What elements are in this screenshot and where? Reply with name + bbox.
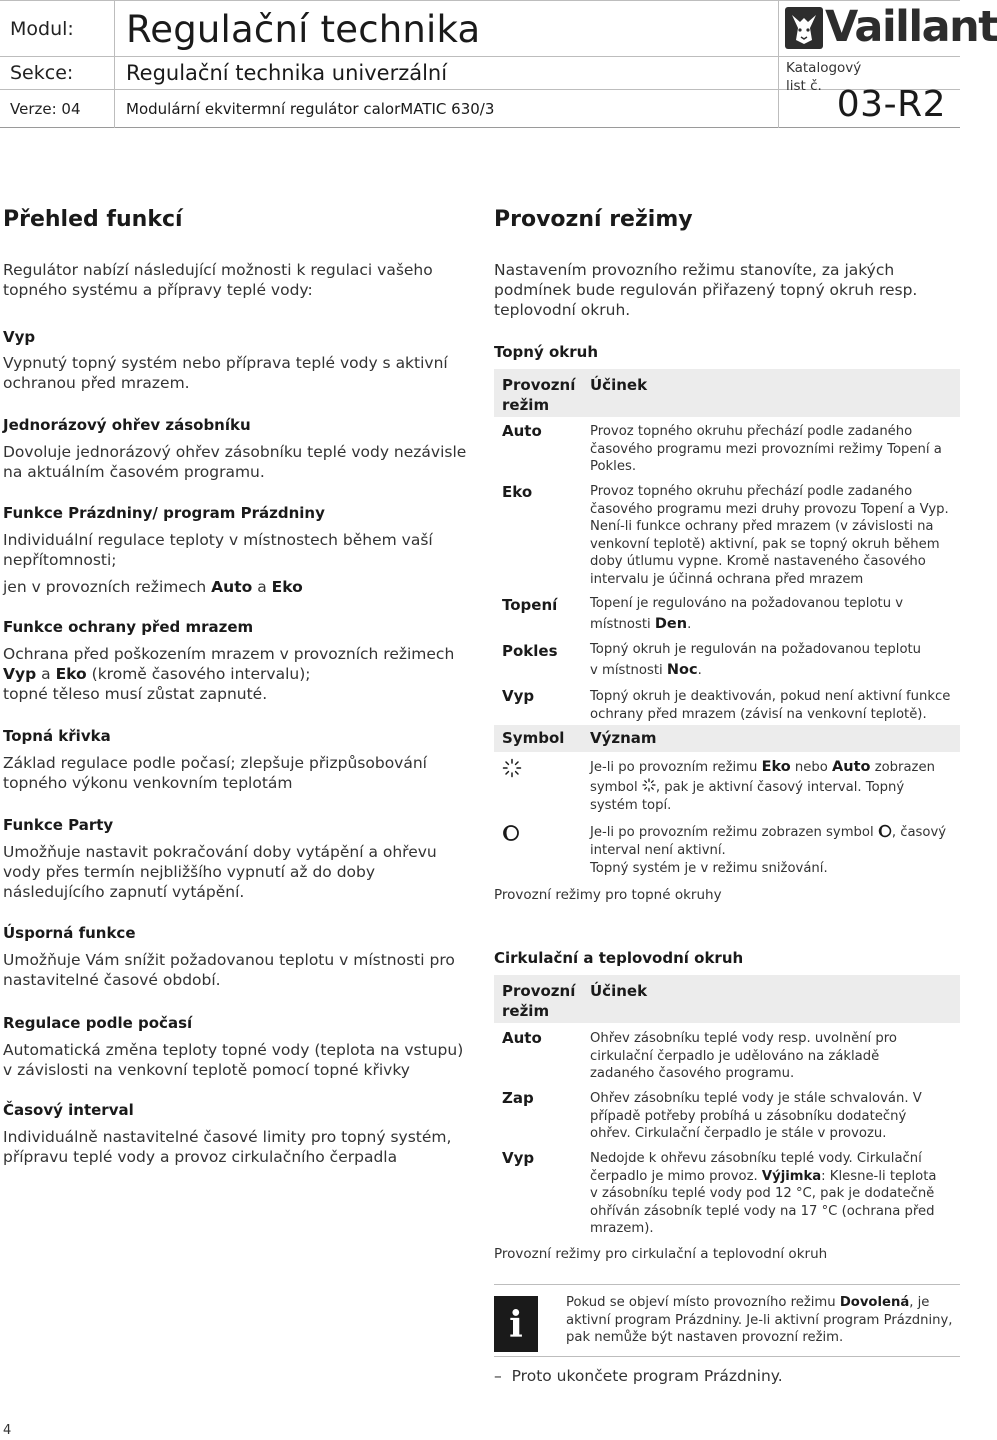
mode-eko-text: Provoz topného okruhu přechází podle zadaného časového programu mezi druhy provozu Topení a Vyp. Není-li funkce ochrany před mrazem (v závislosti na venkovní teplotě) aktivní, pak se topný okruh během doby útlumu vypne. Kromě nastaveného časového intervalu je účinná ochrana před mrazem xyxy=(590,484,949,587)
circulation-table-caption: Provozní režimy pro cirkulační a teplovodní okruh xyxy=(494,1246,828,1262)
section-title-party: Funkce Party xyxy=(3,816,114,834)
catalog-label-2: list č. xyxy=(786,78,822,94)
mode-auto-text: Ohřev zásobníku teplé vody resp. uvolnění pro cirkulační čerpadlo je udělováno na základě zadaného časového programu. xyxy=(590,1031,897,1081)
table-header-mode: Provozní režim xyxy=(502,982,576,1020)
section-text-frost: Ochrana před poškozením mrazem v provozních režimech Vyp a Eko (kromě časového intervalu); topné těleso musí zůstat zapnuté. xyxy=(3,645,455,703)
modes-intro: Nastavením provozního režimu stanovíte, za jakých podmínek bude regulován přiřazený topný okruh resp. teplovodní okruh. xyxy=(494,261,918,319)
section-text-curve: Základ regulace podle počasí; zlepšuje přizpůsobování topného výkonu venkovním teplotám xyxy=(3,754,427,792)
section-title-curve: Topná křivka xyxy=(3,727,111,745)
mode-zap: Zap xyxy=(502,1089,534,1107)
mode-auto-text: Provoz topného okruhu přechází podle zadaného časového programu mezi provozními režimy Topení a Pokles. xyxy=(590,424,942,474)
section-title-saving: Úsporná funkce xyxy=(3,924,136,942)
table-header-effect: Účinek xyxy=(590,376,648,394)
heating-circuit-title: Topný okruh xyxy=(494,343,598,361)
table-header-row xyxy=(494,975,960,1023)
circulation-title: Cirkulační a teplovodní okruh xyxy=(494,949,744,967)
circulation-modes-table xyxy=(494,975,960,1240)
modes-heading: Provozní režimy xyxy=(494,207,693,232)
section-text-vyp: Vypnutý topný systém nebo příprava teplé vody s aktivní ochranou před mrazem. xyxy=(3,354,448,392)
mode-eko: Eko xyxy=(502,483,533,501)
mode-pokles-text: Topný okruh je regulován na požadovanou teplotu v místnosti Noc. xyxy=(590,642,922,678)
table-header-symbol: Symbol xyxy=(502,729,565,747)
verze-label: Verze: 04 xyxy=(10,100,81,118)
symbol-header-row xyxy=(494,725,960,752)
mode-vyp: Vyp xyxy=(502,1149,535,1167)
section-title-weather: Regulace podle počasí xyxy=(3,1014,193,1032)
sun-inline-icon xyxy=(642,778,656,792)
table-header-mode: Provozní režim xyxy=(502,376,576,414)
modul-label: Modul: xyxy=(10,18,74,40)
moon-inline-icon xyxy=(878,824,892,838)
section-text-holiday: Individuální regulace teploty v místnostech během vaší nepřítomnosti; xyxy=(3,531,433,569)
overview-intro: Regulátor nabízí následující možnosti k regulaci vašeho topného systému a přípravy teplé vody: xyxy=(3,261,433,299)
vaillant-logo-text: Vaillant xyxy=(825,2,997,52)
moon-icon xyxy=(502,824,520,846)
section-text-onetime: Dovoluje jednorázový ohřev zásobníku teplé vody nezávisle na aktuálním časovém programu. xyxy=(3,443,467,481)
section-text-interval: Individuálně nastavitelné časové limity pro topný systém, přípravu teplé vody a provoz cirkulačního čerpadla xyxy=(3,1128,452,1166)
vaillant-logo-icon xyxy=(784,6,824,50)
mode-topeni-text: Topení je regulováno na požadovanou teplotu v místnosti Den. xyxy=(590,596,904,632)
table-header-effect: Účinek xyxy=(590,982,648,1000)
heating-modes-table xyxy=(494,369,960,884)
table-header-meaning: Význam xyxy=(590,729,657,747)
overview-heading: Přehled funkcí xyxy=(3,207,183,232)
section-title: Regulační technika univerzální xyxy=(126,61,448,85)
info-icon: i xyxy=(494,1296,538,1352)
mode-vyp-text: Nedojde k ohřevu zásobníku teplé vody. Cirkulační čerpadlo je mimo provoz. Výjimka: Klesne-li teplota v zásobníku teplé vody pod 12 °C, pak je dodatečně ohříván zásobník teplé vody na 17 °C (ochrana před mrazem). xyxy=(590,1151,937,1236)
section-title-frost: Funkce ochrany před mrazem xyxy=(3,618,254,636)
module-title: Regulační technika xyxy=(126,8,481,51)
mode-auto: Auto xyxy=(502,422,542,440)
info-note: Pokud se objeví místo provozního režimu Dovolená, je aktivní program Prázdniny. Je-li aktivní program Prázdniny, pak nemůže být nastaven provozní režim. xyxy=(566,1295,953,1345)
catalog-label: Katalogový xyxy=(786,60,862,76)
section-text-party: Umožňuje nastavit pokračování doby vytápění a ohřevu vody přes termín nejbližšího vypnutí až do doby následujícího zapnutí vytápění. xyxy=(3,843,437,901)
page-number: 4 xyxy=(3,1423,12,1438)
mode-vyp-text: Topný okruh je deaktivován, pokud není aktivní funkce ochrany před mrazem (závisí na venkovní teplotě). xyxy=(590,689,951,722)
catalog-code: 03-R2 xyxy=(836,84,946,125)
section-text-weather: Automatická změna teploty topné vody (teplota na vstupu) v závislosti na venkovní teplotě pomocí topné křivky xyxy=(3,1041,464,1079)
section-title-onetime: Jednorázový ohřev zásobníku xyxy=(3,416,251,434)
sun-text: Je-li po provozním režimu Eko nebo Auto zobrazen symbol , pak je aktivní časový interval. Topný systém topí. xyxy=(590,759,935,813)
mode-zap-text: Ohřev zásobníku teplé vody je stále schvalován. V případě potřeby probíhá u zásobníku dodatečný ohřev. Cirkulační čerpadlo je stále v provozu. xyxy=(590,1091,922,1141)
action-item xyxy=(494,1367,783,1385)
mode-pokles: Pokles xyxy=(502,642,558,660)
holiday-modes-line: jen v provozních režimech Auto a Eko xyxy=(3,578,303,596)
table-header-row xyxy=(494,369,960,417)
section-text-saving: Umožňuje Vám snížit požadovanou teplotu v místnosti pro nastavitelné časové období. xyxy=(3,951,455,989)
mode-auto: Auto xyxy=(502,1029,542,1047)
sekce-label: Sekce: xyxy=(10,62,74,84)
sun-icon xyxy=(502,758,522,782)
mode-vyp: Vyp xyxy=(502,687,535,705)
action-item-text: Proto ukončete program Prázdniny. xyxy=(511,1367,783,1385)
section-title-vyp: Vyp xyxy=(3,328,36,346)
section-title-holiday: Funkce Prázdniny/ program Prázdniny xyxy=(3,504,325,522)
dash-bullet: – xyxy=(494,1367,502,1385)
version-text: Modulární ekvitermní regulátor calorMATIC 630/3 xyxy=(126,100,495,118)
moon-text: Je-li po provozním režimu zobrazen symbol , časový interval není aktivní. Topný systém je v režimu snižování. xyxy=(590,825,947,876)
heating-table-caption: Provozní režimy pro topné okruhy xyxy=(494,887,722,903)
mode-topeni: Topení xyxy=(502,596,558,614)
section-title-interval: Časový interval xyxy=(3,1101,134,1119)
